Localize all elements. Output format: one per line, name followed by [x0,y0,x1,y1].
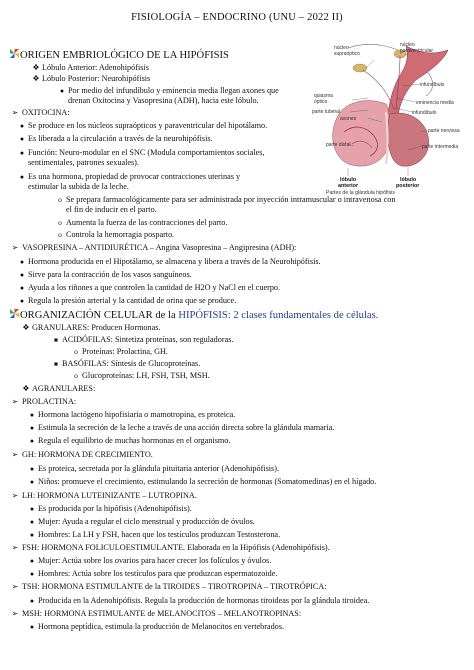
prolactina-bullet-1: ● Hormona lactógeno hipofisiaria o mamotropina, es proteica. [26,410,235,420]
dot-bullet-icon: ● [19,173,25,181]
acidofilas-row: ■ ACIDÓFILAS: Sintetiza proteínas, son reguladoras. [50,335,233,346]
figure-label-axones: axones [340,116,357,122]
figure-label-parte-intermedia: parte intermedia [422,144,459,150]
figure-label-parte-tuberal: parte tuberal [312,109,341,115]
oxitocina-bullet-2: ● Es liberada a la circulación a través de la neurohipófisis. [16,134,213,144]
prolactina-heading-row: ➢ PROLACTINA: [8,397,76,407]
dot-bullet-icon: ● [29,437,35,445]
section2-heading-black: ORGANIZACIÓN CELULAR de la [20,310,176,321]
vasopresina-bullet-2: ● Sirve para la contracción de los vasos sanguíneos. [16,270,192,280]
dot-bullet-icon: ● [29,478,35,486]
pinwheel-bullet-icon [8,309,20,322]
figure-label-optico: óptico [314,99,328,105]
lh-bullet-2: ● Mujer: Ayuda a regular el ciclo menstrual y producción de óvulos. [26,517,255,527]
diamond-bullet-icon: ❖ [22,323,30,332]
pituitary-gland-figure [308,40,470,198]
diamond-bullet-icon: ❖ [22,384,30,393]
figure-label-lobulo-posterior-2: posterior [396,183,420,189]
oxitocina-bullet-4: ● Es una hormona, propiedad de provocar contracciones uterinas y [16,172,240,182]
section1-item-2: ❖ Lóbulo Posterior: Neurohipófisis [30,74,150,84]
section1-item-1: ❖ Lóbulo Anterior: Adenohipófisis [30,63,149,73]
oxitocina-sub-2: o Aumenta la fuerza de las contracciones del parto. [54,218,227,228]
basofilas-sub: o Glucoproteínas: LH, FSH, TSH, MSH. [70,371,210,381]
gh-bullet-1: ● Es proteica, secretada por la glándula pituitaria anterior (Adenohipófisis). [26,464,279,474]
arrow-bullet-icon: ➢ [11,582,19,591]
dot-bullet-icon: ● [59,87,65,95]
figure-label-lobulo-anterior: lóbulo [340,177,357,183]
msh-bullet-1: ● Hormona peptídica, estimula la producción de Melanocitos en vertebrados. [26,622,284,632]
circle-bullet-icon: o [74,347,78,356]
agranulares-row: ❖ AGRANULARES: [20,384,95,394]
tsh-heading-row: ➢ TSH: HORMONA ESTIMULANTE de la TIROIDES – TIROTROPINA – TIROTRÓPICA: [8,582,327,592]
vasopresina-heading-row [8,243,296,253]
lh-bullet-1: ● Es producida por la hipófisis (Adenohipófisis). [26,504,192,514]
dot-bullet-icon: ● [19,135,25,143]
page-title: FISIOLOGÍA – ENDOCRINO (UNU – 2022 II) [131,12,343,23]
oxitocina-heading-row [8,108,70,118]
dot-bullet-icon: ● [29,518,35,526]
arrow-bullet-icon: ➢ [11,108,19,117]
figure-caption: Partes de la glándula hipófisis [326,190,395,196]
acidofilas-sub: o Proteínas: Prolactina, GH. [70,347,168,357]
figure-label-eminencia-media: eminencia media [416,100,454,106]
arrow-bullet-icon: ➢ [11,450,19,459]
pinwheel-bullet-icon [8,49,20,62]
dot-bullet-icon: ● [19,149,25,157]
square-bullet-icon: ■ [54,337,58,344]
dot-bullet-icon: ● [29,623,35,631]
figure-label-quiasma: quiasma [314,93,333,99]
basofilas-row: ■ BASÓFILAS: Síntesis de Glucoproteínas. [50,359,200,370]
lh-bullet-3: ● Hombres: La LH y FSH, hacen que los testículos produzcan Testosterona. [26,530,280,540]
figure-label-infundibulo-top: infundíbulo [420,82,445,88]
dot-bullet-icon: ● [19,271,25,279]
granulares-row: ❖ GRANULARES: Producen Hormonas. [20,323,161,333]
section2-heading-blue: HIPÓFISIS: 2 clases fundamentales de células. [178,310,379,321]
dot-bullet-icon: ● [19,258,25,266]
figure-label-lobulo-posterior: lóbulo [400,177,417,183]
figure-label-nucleo-paraventricular: núcleo [400,42,415,48]
prolactina-bullet-3: ● Regula el equilibrio de muchas hormonas en el organismo. [26,436,230,446]
oxitocina-bullet-1: ● Se produce en los núcleos supraópticos y paraventricular del hipotálamo. [16,121,267,131]
section1-sub-line-2: drenan Oxitocina y Vasopresina (ADH), hacia este lóbulo. [68,96,259,105]
oxitocina-sub-1-cont: el fin de inducir en el parto. [66,205,157,214]
gh-heading-row: ➢ GH: HORMONA DE CRECIMIENTO. [8,450,153,460]
fsh-heading-row: ➢ FSH: HORMONA FOLICULOESTIMULANTE. Elaborada en la Hipófisis (Adenohipófisis). [8,543,330,553]
figure-label-parte-nerviosa: parte nerviosa [428,128,460,134]
vasopresina-bullet-3: ● Ayuda a los riñones a que controlen la cantidad de H2O y NaCl en el cuerpo. [16,283,280,293]
section1-heading: ORIGEN EMBRIOLÓGICO DE LA HIPÓFISIS [20,50,229,61]
dot-bullet-icon: ● [29,531,35,539]
fsh-bullet-2: ● Hombres: Actúa sobre los testículos para que produzcan espermatozoide. [26,569,277,579]
oxitocina-bullet-3: ● Función: Neuro-modular en el SNC (Modula comportamientos sociales, [16,148,264,158]
lh-heading-row: ➢ LH: HORMONA LUTEINIZANTE – LUTROPINA. [8,491,197,501]
figure-label-lobulo-anterior-2: anterior [338,183,359,189]
circle-bullet-icon: o [58,195,62,204]
oxitocina-sub-1: o Se prepara farmacológicamente para ser administrada por inyección intramuscular o intravenosa con [54,195,395,205]
circle-bullet-icon: o [58,218,62,227]
figure-label-nucleo-paraventricular-2: paraventricular [400,48,434,54]
section1-sub-line-1: ● Por medio del infundíbulo y eminencia media llegan axones que [56,86,279,96]
oxitocina-bullet-3-cont: sentimentales, patrones sexuales). [28,158,139,167]
prolactina-bullet-2: ● Estimula la secreción de la leche a través de una acción directa sobre la glándula mamaria. [26,423,334,433]
dot-bullet-icon: ● [19,284,25,292]
arrow-bullet-icon: ➢ [11,243,19,252]
figure-label-infundibulo: infundíbulo [412,110,437,116]
tsh-bullet-1: ● Producida en la Adenohipófisis. Regula la producción de hormonas tiroideas por la glándula tiroidea. [26,596,369,606]
circle-bullet-icon: o [74,371,78,380]
dot-bullet-icon: ● [29,597,35,605]
square-bullet-icon: ■ [54,361,58,368]
oxitocina-sub-3: o Controla la hemorragia posparto. [54,230,174,240]
dot-bullet-icon: ● [29,557,35,565]
dot-bullet-icon: ● [29,465,35,473]
figure-label-parte-distal: parte distal [326,142,351,148]
msh-heading-row: ➢ MSH: HORMONA ESTIMULANTE de MELANOCITOS – MELANOTROPINAS: [8,609,301,619]
arrow-bullet-icon: ➢ [11,397,19,406]
arrow-bullet-icon: ➢ [11,491,19,500]
figure-label-nucleo-supraoptico-2: supraóptico [334,51,360,57]
fsh-bullet-1: ● Mujer: Actúa sobre los ovarios para hacer crecer los folículos y óvulos. [26,556,271,566]
dot-bullet-icon: ● [19,122,25,130]
figure-label-nucleo-supraoptico: núcleo [334,45,349,51]
diamond-bullet-icon: ❖ [32,74,40,83]
dot-bullet-icon: ● [29,505,35,513]
diamond-bullet-icon: ❖ [32,63,40,72]
vasopresina-heading: VASOPRESINA – ANTIDIURÉTICA – Angina Vasopresina – Angipresina (ADH): [22,243,297,252]
section2-heading-row [8,309,378,322]
vasopresina-bullet-1: ● Hormona producida en el Hipotálamo, se almacena y libera a través de la Neurohipófisis. [16,257,321,267]
section1-heading-row [8,49,229,62]
oxitocina-bullet-4-cont: estimular la subida de la leche. [28,182,129,191]
dot-bullet-icon: ● [29,570,35,578]
dot-bullet-icon: ● [29,411,35,419]
dot-bullet-icon: ● [19,297,25,305]
dot-bullet-icon: ● [29,424,35,432]
arrow-bullet-icon: ➢ [11,609,19,618]
circle-bullet-icon: o [58,230,62,239]
gh-bullet-2: ● Niños: promueve el crecimiento, estimulando la secreción de hormonas (Somatomedinas) en el hígado. [26,477,376,487]
vasopresina-bullet-4: ● Regula la presión arterial y la cantidad de orina que se produce. [16,296,236,306]
arrow-bullet-icon: ➢ [11,543,19,552]
oxitocina-heading: OXITOCINA: [22,108,70,117]
